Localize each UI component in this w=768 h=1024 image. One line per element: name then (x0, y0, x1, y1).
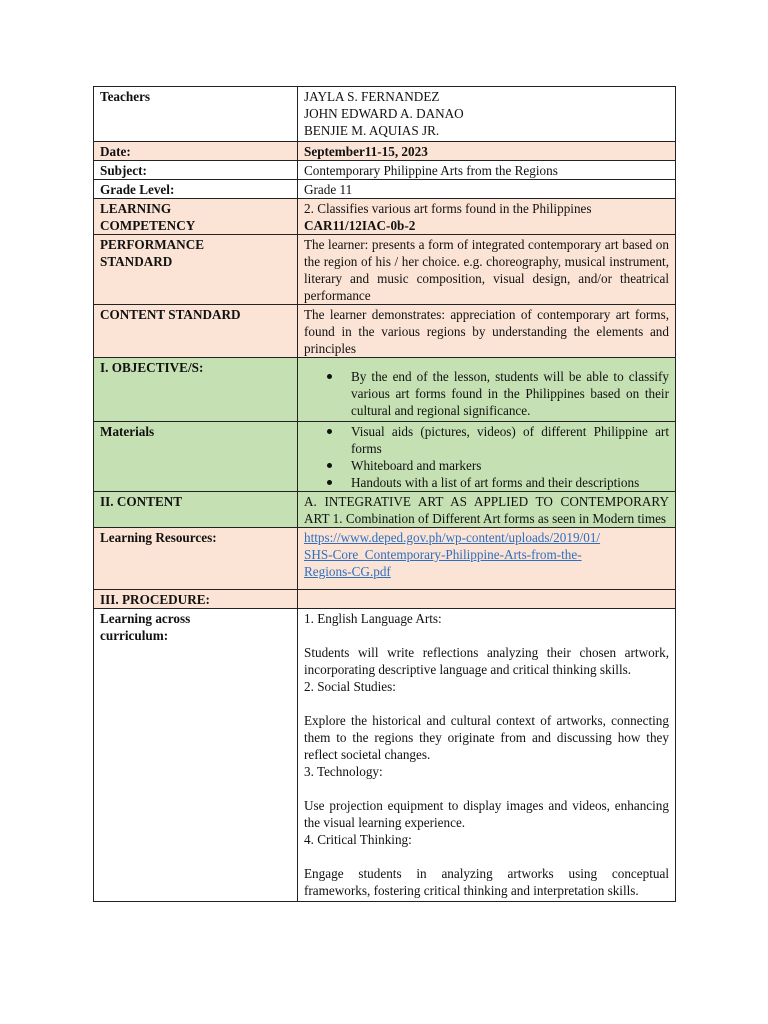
resource-link[interactable] (304, 530, 600, 579)
material-text: Handouts with a list of art forms and their descriptions (351, 475, 640, 490)
section-heading: 2. Social Studies: (304, 679, 396, 694)
row-grade-level (94, 180, 676, 199)
row-subject (94, 161, 676, 180)
bullet-icon (327, 429, 332, 434)
procedure-label: III. PROCEDURE: (94, 590, 298, 609)
list-item (351, 368, 669, 419)
content-standard-label: CONTENT STANDARD (94, 305, 298, 358)
learning-resources-value (298, 528, 676, 590)
label-line: STANDARD (100, 254, 173, 269)
material-text: Whiteboard and markers (351, 458, 482, 473)
section-heading: 1. English Language Arts: (304, 611, 442, 626)
section-body: Use projection equipment to display images and videos, enhancing the visual learning experience. (304, 798, 669, 830)
grade-level-label: Grade Level: (94, 180, 298, 199)
date-label: Date: (94, 142, 298, 161)
performance-standard-text: The learner: presents a form of integrated contemporary art based on the region of his / her choice. e.g. choreography, musical instrument, literary and music composition, visual design, and/or theatrical performance (298, 235, 676, 305)
content-standard-text: The learner demonstrates: appreciation of contemporary art forms, found in the various regions by understanding the elements and principles (298, 305, 676, 358)
subject-value: Contemporary Philippine Arts from the Regions (298, 161, 676, 180)
link-line: Regions-CG.pdf (304, 564, 391, 579)
teacher-name: JOHN EDWARD A. DANAO (304, 106, 464, 121)
learning-resources-label: Learning Resources: (94, 528, 298, 590)
competency-text: 2. Classifies various art forms found in the Philippines (304, 201, 592, 216)
procedure-value (298, 590, 676, 609)
row-materials (94, 422, 676, 492)
label-line: COMPETENCY (100, 218, 196, 233)
teachers-names (298, 87, 676, 142)
row-date (94, 142, 676, 161)
bullet-icon (327, 463, 332, 468)
row-objectives (94, 358, 676, 422)
list-item (351, 474, 669, 491)
grade-level-value: Grade 11 (298, 180, 676, 199)
row-learning-resources (94, 528, 676, 590)
row-content-standard (94, 305, 676, 358)
learning-competency-label (94, 199, 298, 235)
row-content (94, 492, 676, 528)
label-line: LEARNING (100, 201, 172, 216)
section-heading: 3. Technology: (304, 764, 383, 779)
material-text: Visual aids (pictures, videos) of different Philippine art forms (351, 424, 669, 456)
teacher-name: JAYLA S. FERNANDEZ (304, 89, 440, 104)
bullet-icon (327, 374, 332, 379)
section-heading: 4. Critical Thinking: (304, 832, 412, 847)
teachers-label: Teachers (94, 87, 298, 142)
content-text: A. INTEGRATIVE ART AS APPLIED TO CONTEMPORARY ART 1. Combination of Different Art forms as seen in Modern times (298, 492, 676, 528)
section-body: Engage students in analyzing artworks using conceptual frameworks, fostering critical thinking and interpretation skills. (304, 866, 669, 898)
bullet-icon (327, 480, 332, 485)
materials-label: Materials (94, 422, 298, 492)
lesson-plan-table (93, 86, 676, 902)
learning-across-curriculum-label (94, 609, 298, 902)
objectives-label: I. OBJECTIVE/S: (94, 358, 298, 422)
section-body: Explore the historical and cultural context of artworks, connecting them to the regions they originate from and discussing how they reflect societal changes. (304, 713, 669, 762)
section-body: Students will write reflections analyzing their chosen artwork, incorporating descriptive language and critical thinking skills. (304, 645, 669, 677)
link-line: https://www.deped.gov.ph/wp-content/uploads/2019/01/ (304, 530, 601, 545)
objective-text: By the end of the lesson, students will be able to classify various art forms found in the Philippines based on their cultural and regional significance. (351, 369, 669, 418)
learning-competency-value (298, 199, 676, 235)
content-label: II. CONTENT (94, 492, 298, 528)
row-learning-across-curriculum (94, 609, 676, 902)
competency-code: CAR11/12IAC-0b-2 (304, 218, 416, 233)
objectives-list (298, 358, 676, 422)
materials-list (298, 422, 676, 492)
performance-standard-label (94, 235, 298, 305)
row-procedure (94, 590, 676, 609)
link-line: SHS-Core_Contemporary-Philippine-Arts-from-the- (304, 547, 582, 562)
label-line: curriculum: (100, 628, 169, 643)
subject-label: Subject: (94, 161, 298, 180)
list-item (351, 457, 669, 474)
row-teachers (94, 87, 676, 142)
teacher-name: BENJIE M. AQUIAS JR. (304, 123, 440, 138)
row-learning-competency (94, 199, 676, 235)
row-performance-standard (94, 235, 676, 305)
label-line: Learning across (100, 611, 191, 626)
curriculum-sections (298, 609, 676, 902)
list-item (351, 423, 669, 457)
label-line: PERFORMANCE (100, 237, 205, 252)
date-value: September11-15, 2023 (298, 142, 676, 161)
